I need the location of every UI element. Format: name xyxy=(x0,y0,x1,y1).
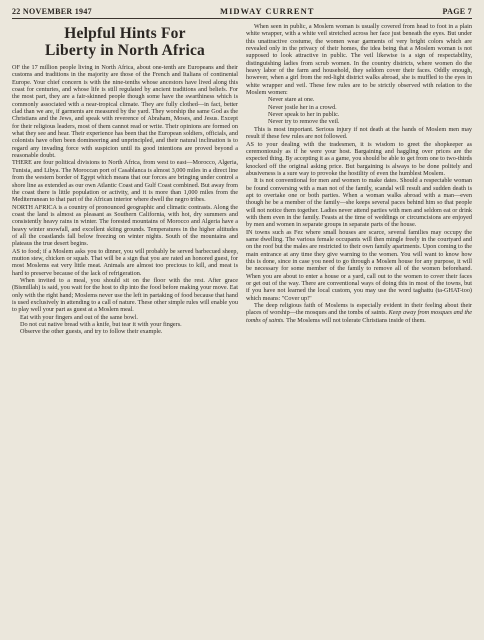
article-title xyxy=(12,25,238,59)
paragraph: NORTH AFRICA is a country of pronounced geographic and climatic contrasts. Along the coast the land is almost as pleasant as Southern California, with hot, dry summers and consistently heavy rains in winter. The forested mountains of Morocco and Algeria have a heavy winter snowfall, and excellent skiing grounds. Temperatures in the higher altitudes of all the coastlands fall below freezing on winter nights. South of the mountains and plateaus the true desert begins. xyxy=(12,203,238,248)
page-number: PAGE 7 xyxy=(442,6,472,16)
closing-italic-text: Keep away from mosques and the tombs of saints. xyxy=(246,309,472,324)
closing-paragraph xyxy=(246,302,472,324)
article-title-line-2: Liberty in North Africa xyxy=(44,42,205,59)
rule-item: Never speak to her in public. xyxy=(268,111,340,119)
paragraph: OF the 17 million people living in North Africa, about one-tenth are Europeans and their customs and traditions in the majority are those of the French and Italians of continental Europe. Your chief concern is with the nine-tenths whose ancestors have lived along this coast for centuries, and whose life is still regulated by ancient traditions and beliefs. For the most part, they are a fair-skinned people though some have the swarthiness which is commonly associated with a near-tropical climate. They are fully clothed—in fact, better clad than we are, if garments are measured by the yard. They worship the same God as the Christians and the Jews, and speak with reverence of Abraham, Moses, and Jesus. Except for their religious leaders, most of them cannot read or write. Their opinions are formed on what they see and hear. Their experience has been that the European soldiers, officials, and colonists have often been domineering and unprincipled, and their natural inclination is to regard any invading force with suspicion until its good intentions are proved beyond a reasonable doubt. xyxy=(12,64,238,160)
paragraph: This is most important. Serious injury if not death at the hands of Moslem men may result if these few rules are not followed. xyxy=(246,125,472,141)
paragraph: When seen in public, a Moslem woman is usually covered from head to foot in a plain white wrapper, with a white veil stretched across her face just beneath the eyes. But under this unattractive costume, the women wear garments of very bright colors which are revealed only in the privacy of their homes, the idea being that a Moslem woman is not supposed to look attractive in public. The veil likewise is a sign of respectability, distinguishing ladies from scrub women. In the country districts, where women do the heavy labor of the farm and household, they seldom cover their faces. Oddly enough, however, when a girl from the red-light district walks abroad, she is muffled to the eyes in white wrapper and veil. These few rules are to be strictly observed with relation to the Moslem women: xyxy=(246,23,472,97)
masthead: MIDWAY CURRENT xyxy=(220,6,315,16)
paragraph: Eat with your fingers and out of the same bowl. xyxy=(20,313,138,321)
paragraph: When invited to a meal, you should sit on the floor with the rest. After grace (Bismillah) is said, you wait for the host to dip into the food before making your move. Eat only with the right hand; Moslems never use the left in partaking of food because that hand is used exclusively in attending to a call of nature. These other simple rules will enable you to play well your part as guest at a Moslem meal. xyxy=(12,276,238,314)
article-title-line-1: Helpful Hints For xyxy=(64,25,186,42)
left-column xyxy=(12,23,238,631)
right-column xyxy=(246,23,472,631)
paragraph: Observe the other guests, and try to follow their example. xyxy=(20,328,163,336)
paragraph: IN towns such as Fez where small houses are scarce, several families may occupy the same dwelling. The various female occupants will then mingle freely in the courtyard and on the roof but the males are restricted to their own family apartments. Upon coming to the main entrance at any time they give warning to the women. You will want to know how this is done, since in case you need to go through a Moslem house for any purpose, it will be necessary for some member of the family to remove all of the women beforehand. When you are about to enter a house or a yard, call out to the women to cover their faces or get out of the way. There are conventional ways of doing this in most of the towns, but if you have not learned the local custom, you may use the word taghattu (ta-GHAT-too) which means: "Cover up!" xyxy=(246,228,472,302)
rule-item: Never stare at one. xyxy=(268,96,315,104)
paragraph: AS to food; if a Moslem asks you to dinner, you will probably be served barbecued sheep, mutton stew, chicken or squab. That will be a sign that you are rated an honored guest, for most Moslems eat very little meat. Animals are almost too precious to kill, and meat is hard to preserve because of the lack of refrigeration. xyxy=(12,247,238,277)
paragraph: Do not cut native bread with a knife, but tear it with your fingers. xyxy=(20,321,182,329)
closing-text: The deep religious faith of Moslems is especially evident in their feeling about their places of worship—the mosques and the tombs of saints. xyxy=(246,302,472,317)
paragraph: It is not conventional for men and women to make dates. Should a respectable woman be found conversing with a man not of the family, scandal will result and sudden death is apt to overtake one or both parties. When a woman walks abroad with a man—even though he be a member of the family—she keeps several paces behind him so that people will not notice them together. Ladies never attend parties with men and seldom eat or drink with them even in the family. Feasts at the time of weddings or circumcisions are enjoyed by men and women in separate groups in separate parts of the house. xyxy=(246,177,472,229)
page-header xyxy=(12,6,472,19)
closing-end-text: The Moslems will not tolerate Christians inside of them. xyxy=(286,316,426,324)
paragraph: AS to your dealing with the tradesmen, it is wisdom to greet the shopkeeper as ceremoniously as if he were your host. Bargaining and haggling over prices are the expected thing. By accepting it as a game, you should be able to get from one to two-thirds knocked off the original asking price. But bargaining is always to be done politely and abusiveness is a sure way to provoke the hostility of even the humblest Moslem. xyxy=(246,140,472,177)
rule-item: Never jostle her in a crowd. xyxy=(268,103,337,111)
paragraph: THERE are four political divisions to North Africa, from west to east—Morocco, Algeria, Tunisia, and Libya. The Moroccan port of Casablanca is almost 3,000 miles in a direct line from the western border of Egypt which means that our forces are bringing under control a shore line as extended as our own Atlantic Coast and Gulf Coast combined. But away from the coast there is little population or activity, and it is more than 1,000 miles from the Mediterranean to that part of the African interior where dwell the negro tribes. xyxy=(12,159,238,204)
rules-list xyxy=(268,96,472,125)
article-columns xyxy=(12,23,472,631)
rule-item: Never try to remove the veil. xyxy=(268,118,340,126)
issue-date: 22 NOVEMBER 1947 xyxy=(12,6,92,16)
